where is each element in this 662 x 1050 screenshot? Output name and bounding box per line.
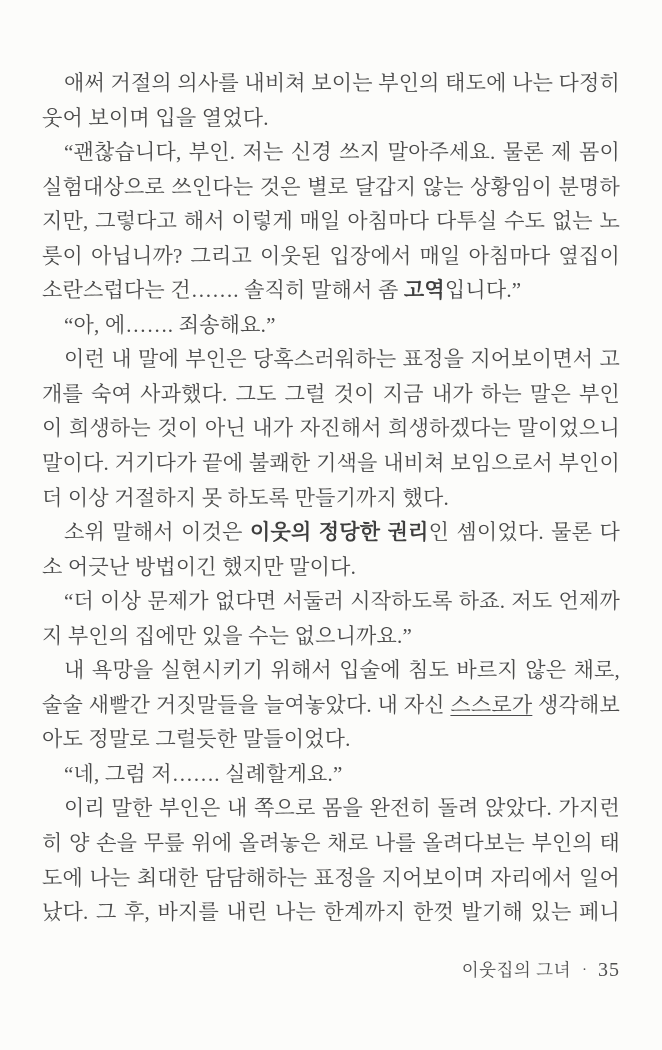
page-footer — [462, 957, 620, 982]
page-text — [42, 66, 620, 930]
text-run: 났다. 그 후, 바지를 내린 나는 한계까지 한껏 발기해 있는 페니 — [42, 900, 620, 925]
text-line — [42, 239, 620, 274]
text-run: “네, 그럼 저……. 실례할게요.” — [64, 761, 343, 786]
text-run: 생각해보 — [532, 692, 620, 717]
text-line — [42, 101, 620, 136]
text-run: 이리 말한 부인은 내 쪽으로 몸을 완전히 돌려 앉았다. 가지런 — [64, 796, 620, 821]
text-run: 실험대상으로 쓰인다는 것은 별로 달갑지 않는 상황임이 분명하 — [42, 174, 620, 199]
text-run: 말이다. 거기다가 끝에 불쾌한 기색을 내비쳐 보임으로서 부인이 — [42, 451, 620, 476]
text-run: 술술 새빨간 거짓말들을 늘여놓았다. 내 자신 — [42, 692, 451, 717]
text-line — [42, 757, 620, 792]
text-run: 내 욕망을 실현시키기 위해서 입술에 침도 바르지 않은 채로, — [64, 658, 620, 683]
emphasis-text: 고역 — [403, 278, 445, 303]
text-run: 이런 내 말에 부인은 당혹스러워하는 표정을 지어보이면서 고 — [64, 347, 620, 372]
text-line — [42, 446, 620, 481]
text-line — [42, 550, 620, 585]
text-run: 인 셈이었다. 물론 다 — [428, 520, 620, 545]
text-run: 지만, 그렇다고 해서 이렇게 매일 아침마다 다투실 수도 없는 노 — [42, 209, 620, 234]
text-run: 애써 거절의 의사를 내비쳐 보이는 부인의 태도에 나는 다정히 — [64, 71, 620, 95]
text-line — [42, 619, 620, 654]
text-line — [42, 584, 620, 619]
text-line — [42, 411, 620, 446]
text-run: 웃어 보이며 입을 열었다. — [42, 105, 269, 130]
text-run: 개를 숙여 사과했다. 그도 그럴 것이 지금 내가 하는 말은 부인 — [42, 381, 620, 406]
text-run: 소란스럽다는 건……. 솔직히 말해서 좀 — [42, 278, 404, 303]
text-run: 지 부인의 집에만 있을 수는 없으니까요.” — [42, 623, 412, 648]
text-line — [42, 135, 620, 170]
text-line — [42, 308, 620, 343]
page-number: 35 — [598, 959, 620, 981]
text-run: “더 이상 문제가 없다면 서둘러 시작하도록 하죠. 저도 언제까 — [64, 589, 620, 614]
text-line — [42, 66, 620, 101]
text-run: 릇이 아닙니까? 그리고 이웃된 입장에서 매일 아침마다 옆집이 — [42, 243, 620, 268]
text-line — [42, 791, 620, 826]
footer-separator-dot: · — [582, 962, 587, 978]
text-line — [42, 377, 620, 412]
text-line — [42, 688, 620, 723]
running-title: 이웃집의 그녀 — [461, 960, 571, 980]
text-run: 이 희생하는 것이 아닌 내가 자진해서 희생하겠다는 말이었으니 — [42, 416, 620, 441]
text-line — [42, 861, 620, 896]
text-line — [42, 342, 620, 377]
text-line — [42, 826, 620, 861]
text-line — [42, 515, 620, 550]
text-line — [42, 204, 620, 239]
text-run: 히 양 손을 무릎 위에 올려놓은 채로 나를 올려다보는 부인의 태 — [42, 831, 620, 856]
emphasis-text: 이웃의 정당한 권리 — [249, 520, 429, 545]
text-run: 소위 말해서 이것은 — [64, 520, 250, 545]
text-line — [42, 722, 620, 757]
text-run: 도에 나는 최대한 담담해하는 표정을 지어보이며 자리에서 일어 — [42, 865, 620, 890]
text-run: 소 어긋난 방법이긴 했지만 말이다. — [42, 554, 357, 579]
text-run: 아도 정말로 그럴듯한 말들이었다. — [42, 727, 351, 752]
text-run: 더 이상 거절하지 못 하도록 만들기까지 했다. — [42, 485, 449, 510]
underlined-text: 스스로가 — [450, 692, 533, 717]
text-line — [42, 653, 620, 688]
text-line — [42, 170, 620, 205]
text-run: 입니다.” — [444, 278, 522, 303]
text-line — [42, 273, 620, 308]
text-run: “괜찮습니다, 부인. 저는 신경 쓰지 말아주세요. 물론 제 몸이 — [64, 140, 620, 165]
text-line — [42, 481, 620, 516]
text-run: “아, 에……. 죄송해요.” — [64, 312, 276, 337]
text-line — [42, 895, 620, 930]
